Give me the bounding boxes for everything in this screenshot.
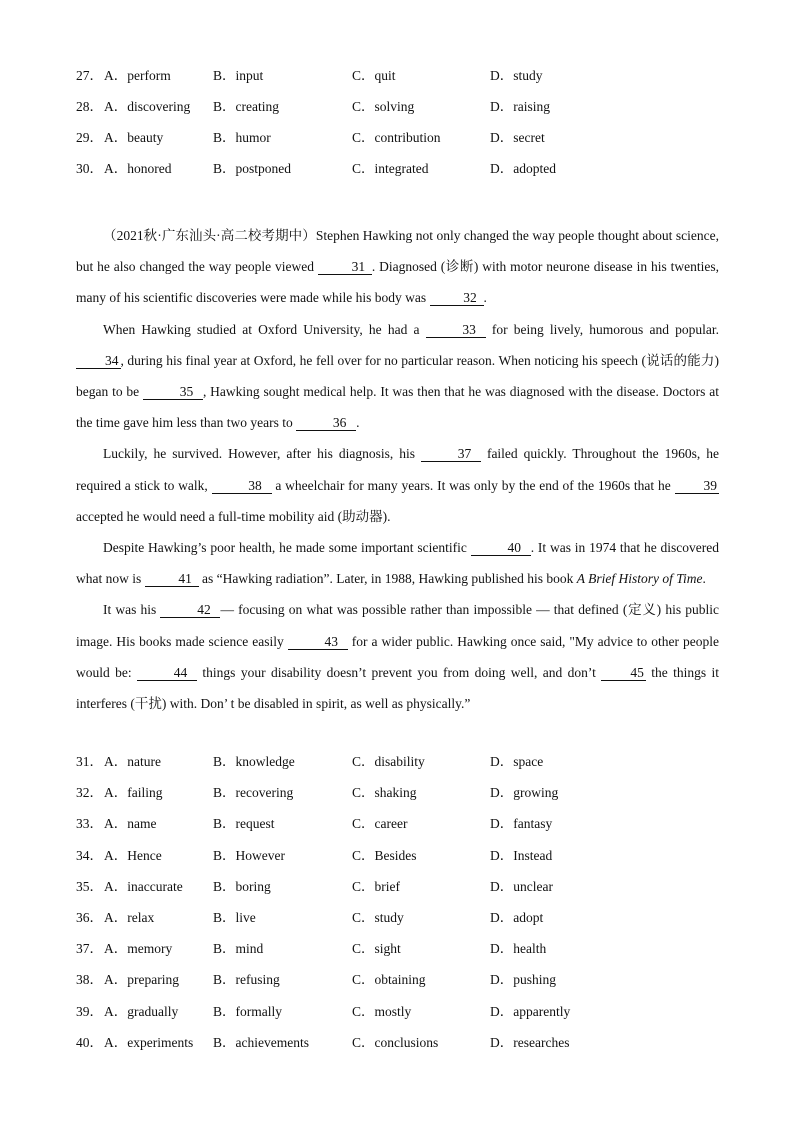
text: accepted he would need a full-time mobility aid (助动器). [76,508,391,524]
option-d: D．secret [490,130,545,145]
text: , during his final year at Oxford, he fell over for no particular reason. When noticing his speech (说话的能力) began to be [76,352,719,400]
option-d: D．fantasy [490,816,553,831]
text: . [702,571,706,587]
paragraph-3 [76,438,719,532]
text: When Hawking studied at Oxford University, he had a [103,321,426,337]
option-a: A．relax [104,910,155,925]
option-c: C．Besides [352,848,417,863]
blank-41: 41 [145,571,199,587]
option-d: D．adopted [490,161,556,176]
option-b: B．boring [213,879,271,894]
option-c: C．obtaining [352,972,426,987]
question-number: 27． [76,68,103,83]
option-b: B．live [213,910,256,925]
option-d: D．pushing [490,972,557,987]
option-c: C．mostly [352,1004,412,1019]
text: . [356,415,360,431]
blank-38: 38 [212,478,272,494]
question-number: 37． [76,941,103,956]
option-b: B．postponed [213,161,292,176]
option-a: A．preparing [104,972,179,987]
question-number: 39． [76,1004,103,1019]
option-d: D．Instead [490,848,553,863]
blank-35: 35 [143,384,203,400]
option-d: D．study [490,68,543,83]
text: things your disability doesn’t prevent you from doing well, and don’t [197,664,602,680]
question-number: 32． [76,785,103,800]
text: . [483,290,487,306]
question-number: 31． [76,754,103,769]
blank-40: 40 [471,540,531,556]
blank-31: 31 [318,259,372,275]
option-b: B．request [213,816,275,831]
blank-34: 34 [76,353,121,369]
question-number: 36． [76,910,103,925]
option-a: A．name [104,816,157,831]
text: , Hawking sought medical help. It was then that he was diagnosed with the disease. Doctors at the time gave him less than two years to [76,384,719,431]
option-c: C．integrated [352,161,429,176]
option-c: C．brief [352,879,400,894]
text: It was his [103,602,161,618]
question-number: 28． [76,99,103,114]
option-b: B．However [213,848,285,863]
text: for being lively, humorous and popular. [485,321,719,337]
option-b: B．recovering [213,785,294,800]
text: Stephen Hawking not only changed the way people thought about science, but he also changed the way people viewed [76,228,719,275]
option-c: C．solving [352,99,415,114]
option-a: A．beauty [104,130,164,145]
option-c: C．contribution [352,130,441,145]
option-c: C．quit [352,68,396,83]
text: as “Hawking radiation”. Later, in 1988, Hawking published his book [198,571,577,587]
option-b: B．formally [213,1004,282,1019]
blank-37: 37 [421,446,481,462]
text: Despite Hawking’s poor health, he made some important scientific [103,540,471,556]
text: for a wider public. Hawking once said, "My advice to other people would be: [76,633,719,680]
blank-36: 36 [296,415,356,431]
option-a: A．experiments [104,1035,194,1050]
question-number: 35． [76,879,103,894]
question-number: 30． [76,161,103,176]
option-a: A．memory [104,941,173,956]
text: a wheelchair for many years. It was only by the end of the 1960s that he [271,477,675,493]
option-b: B．humor [213,130,271,145]
paragraph-4 [76,532,719,594]
option-d: D．raising [490,99,550,114]
option-a: A．discovering [104,99,191,114]
paragraph-5 [76,594,719,719]
text: . Diagnosed (诊断) with motor neurone disease in his twenties, many of his scientific discoveries were made while his body was [76,259,719,306]
option-d: D．space [490,754,544,769]
text: failed quickly. Throughout the 1960s, he required a stick to walk, [76,446,719,493]
option-a: A．perform [104,68,171,83]
option-a: A．failing [104,785,163,800]
option-c: C．study [352,910,404,925]
blank-32: 32 [430,290,484,306]
text: Luckily, he survived. However, after his diagnosis, his [103,446,421,462]
text: . It was in 1974 that he discovered what now is [76,540,720,587]
option-c: C．career [352,816,408,831]
blank-33: 33 [426,322,486,338]
option-d: D．apparently [490,1004,571,1019]
option-c: C．shaking [352,785,417,800]
option-d: D．researches [490,1035,570,1050]
option-d: D．growing [490,785,559,800]
paragraph-2 [76,314,719,439]
option-d: D．adopt [490,910,544,925]
option-b: B．knowledge [213,754,295,769]
option-a: A．inaccurate [104,879,183,894]
source-tag: （2021秋·广东汕头·高二校考期中） [103,228,316,243]
blank-44: 44 [137,665,197,681]
cloze-passage [76,220,719,719]
option-b: B．creating [213,99,279,114]
question-number: 29． [76,130,103,145]
option-c: C．sight [352,941,401,956]
option-d: D．health [490,941,547,956]
option-a: A．nature [104,754,161,769]
option-a: A．gradually [104,1004,179,1019]
paragraph-1 [76,220,719,314]
option-b: B．input [213,68,264,83]
option-a: A．Hence [104,848,162,863]
blank-39: 39 [675,478,720,494]
question-number: 34． [76,848,103,863]
text: the things it interferes (干扰) with. Don’ t be disabled in spirit, as well as physically.” [76,664,720,712]
text: — focusing on what was possible rather than impossible — that defined (定义) his public image. His books made science easily [76,602,719,649]
book-title: A Brief History of Time [576,571,703,587]
option-c: C．conclusions [352,1035,439,1050]
option-b: B．refusing [213,972,280,987]
question-number: 38． [76,972,103,987]
question-number: 40． [76,1035,103,1050]
option-a: A．honored [104,161,172,176]
option-b: B．mind [213,941,264,956]
blank-45: 45 [601,665,646,681]
option-d: D．unclear [490,879,553,894]
question-number: 33． [76,816,103,831]
blank-42: 42 [160,602,220,618]
option-b: B．achievements [213,1035,309,1050]
option-c: C．disability [352,754,425,769]
blank-43: 43 [288,634,348,650]
